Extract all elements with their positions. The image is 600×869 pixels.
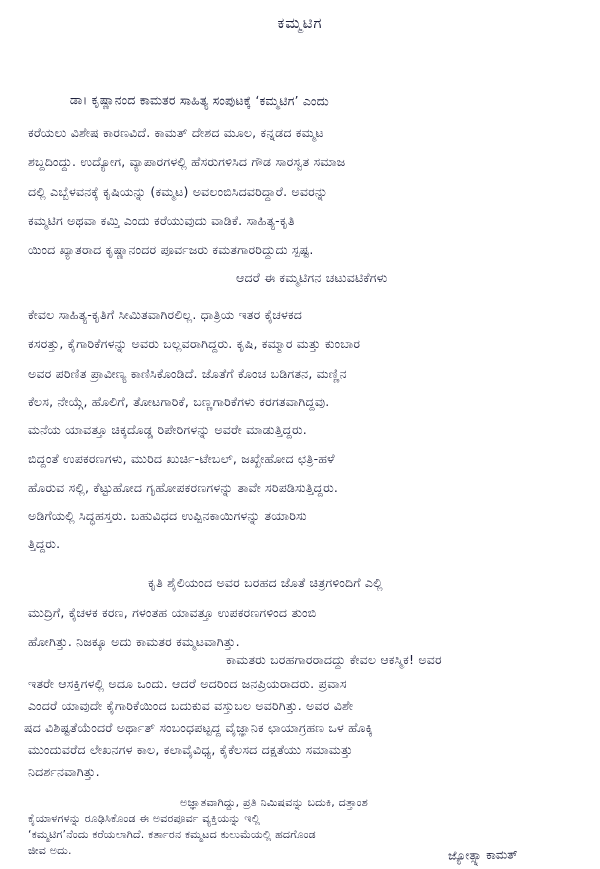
text-line: ಆದರೆ ಈ ಕಮ್ಮಟಿಗನ ಚಟುವಟಿಕೆಗಳು <box>236 270 388 285</box>
text-line: ತ್ತಿದ್ದರು. <box>28 536 61 551</box>
text-line: ಅಜ್ಞಾತವಾಗಿದ್ದು, ಪ್ರತಿ ನಿಮಿಷವನ್ನು ಬದುಕಿ, ದತ್ತಾಂಶ <box>180 796 368 809</box>
text-line: ಕೈಯಾಳಗಳನ್ನು ರೂಢಿಸಿಕೊಂಡ ಈ ಅವರಪೂರ್ವ ವ್ಯಕ್ತಿಯನ್ನು ಇಲ್ಲಿ <box>28 812 261 825</box>
text-line: ಅಡಿಗೆಯಲ್ಲಿ ಸಿದ್ಧಹಸ್ತರು. ಬಹುವಿಧದ ಉಪ್ಪಿನಕಾಯಿಗಳನ್ನು ತಯಾರಿಸು <box>28 508 307 523</box>
text-line: ‘ಕಮ್ಮಟಿಗ’ನೆಂದು ಕರೆಯಲಾಗಿದೆ. ಕರ್ತಾರನ ಕಮ್ಮಟದ ಕುಲುಮೆಯಲ್ಲಿ ಹದಗೊಂಡ <box>28 828 316 841</box>
text-line: ಅವರ ಪರಿಣಿತ ಪ್ರಾವೀಣ್ಯ ಕಾಣಿಸಿಕೊಂಡಿದೆ. ಜೊತೆಗೆ ಕೊಂಚ ಬಡಿಗತನ, ಮಣ್ಣಿನ <box>28 366 347 381</box>
text-line: ಕಸರತ್ತು, ಕೈಗಾರಿಕೆಗಳನ್ನು ಅವರು ಬಲ್ಲವರಾಗಿದ್ದರು. ಕೃಷಿ, ಕಮ್ಮಾರ ಮತ್ತು ಕುಂಬಾರ <box>28 336 361 351</box>
text-line: ಹೋಗಿತ್ತು. ನಿಜಕ್ಕೂ ಅದು ಕಾಮತರ ಕಮ್ಮಟವಾಗಿತ್ತು. <box>28 634 240 649</box>
text-line: ಕಾಮತರು ಬರಹಗಾರರಾದದ್ದು ಕೇವಲ ಆಕಸ್ಮಿಕ! ಅವರ <box>226 652 442 667</box>
text-line: ಕೃತಿ ಶೈಲಿಯಂದ ಅವರ ಬರಹದ ಜೊತೆ ಚಿತ್ರಗಳಿಂದಿಗೆ ಎಲ್ಲಿ <box>148 575 383 590</box>
text-line: ಕಮ್ಮಟಿಗ ಅಥವಾ ಕಮ್ತಿ ಎಂದು ಕರೆಯುವುದು ವಾಡಿಕೆ. ಸಾಹಿತ್ಯ-ಕೃತಿ <box>28 213 295 228</box>
text-line: ಕೆಲಸ, ನೇಯ್ಗೆ, ಹೊಲಿಗೆ, ತೋಟಗಾರಿಕೆ, ಬಣ್ಣಗಾರಿಕೆಗಳು ಕರಗತವಾಗಿದ್ದವು. <box>28 394 330 409</box>
text-line: ಷದ ವಿಶಿಷ್ಟತೆಯೆಂದರೆ ಅರ್ಥಾತ್ ಸಂಬಂಧಪಟ್ಟದ್ದ ವೈಜ್ಞಾನಿಕ ಛಾಯಾಗ್ರಹಣ ಒಳ ಹೊಕ್ಕಿ <box>24 720 373 735</box>
text-line: ಹೊರುವ ಸಲ್ಲಿ, ಕೆಟ್ಟುಹೋದ ಗೃಹೋಪಕರಣಗಳನ್ನು ತಾವೇ ಸರಿಪಡಿಸುತ್ತಿದ್ದರು. <box>28 480 339 495</box>
text-line: ನಿದರ್ಶನವಾಗಿತ್ತು. <box>28 764 100 779</box>
text-line: ಶಬ್ದದಿಂದ್ದು. ಉದ್ಯೋಗ, ವ್ಯಾಪಾರಗಳಲ್ಲಿ ಹೆಸರುಗಳಿಸಿದ ಗೌಡ ಸಾರಸ್ವತ ಸಮಾಜ <box>28 154 346 169</box>
text-line: ದಲ್ಲಿ ಎಬ್ಬೆಳವನಕ್ಕೆ ಕೃಷಿಯನ್ನು (ಕಮ್ಮಟ) ಅವಲಂಬಿಸಿದವರಿದ್ದಾರೆ. ಅವರನ್ನು <box>28 184 328 199</box>
text-line: ಮುಂದುವರೆದ ಲೇಖನಗಳ ಕಾಲ, ಕಲಾವೈವಿಧ್ಯ, ಕೈಕೆಲಸದ ದಕ್ಷತೆಯು ಸಮಾಮತ್ತು <box>28 742 353 757</box>
text-line: ಡಾ। ಕೃಷ್ಣಾನಂದ ಕಾಮತರ ಸಾಹಿತ್ಯ ಸಂಪುಟಕ್ಕೆ ‘ಕಮ್ಮಟಿಗ’ ಎಂದು <box>69 92 329 109</box>
text-line: ಕೇವಲ ಸಾಹಿತ್ಯ-ಕೃತಿಗೆ ಸೀಮಿತವಾಗಿರಲಿಲ್ಲ. ಧಾತ್ರಿಯ ಇತರ ಕೈಚಳಕದ <box>28 307 303 322</box>
page-title: ಕಮ್ಮಟಿಗ <box>277 14 323 32</box>
text-line: ಇತರೇ ಆಸಕ್ತಿಗಳಲ್ಲಿ ಅದೂ ಒಂದು. ಆದರೆ ಅದರಿಂದ ಜನಪ್ರಿಯರಾದರು. ಪ್ರವಾಸ <box>28 676 347 691</box>
text-line: ಮನೆಯ ಯಾವತ್ತೂ ಚಿಕ್ಕದೊಡ್ಡ ರಿಪೇರಿಗಳನ್ನು ಅವರೇ ಮಾಡುತ್ತಿದ್ದರು. <box>28 422 307 437</box>
signature: ಜ್ಯೋತ್ಸ್ನಾ ಕಾಮತ್ <box>447 847 518 863</box>
text-line: ಮುದ್ರಿಗೆ, ಕೈಚಳಕ ಕರಣ, ಗಳಂತಹ ಯಾವತ್ತೂ ಉಪಕರಣಗಳಿಂದ ತುಂಬಿ <box>28 605 317 620</box>
text-line: ಎಂದರೆ ಯಾವುದೇ ಕೈಗಾರಿಕೆಯಿಂದ ಬದುಕುವ ವಸ್ತುಬಲ ಅವರಿಗಿತ್ತು. ಅವರ ವಿಶೇ <box>28 698 354 713</box>
text-line: ಕರೆಯಲು ವಿಶೇಷ ಕಾರಣವಿದೆ. ಕಾಮತ್ ದೇಶದ ಮೂಲ, ಕನ್ನಡದ ಕಮ್ಮಟ <box>28 125 324 140</box>
text-line: ಬಿದ್ದಂತೆ ಉಪಕರಣಗಳು, ಮುರಿದ ಖುರ್ಚಿ-ಟೇಬಲ್, ಜಖ್ಖೇಹೋದ ಛತ್ರಿ-ಹಳೆ <box>28 451 335 466</box>
text-line: ಯಿಂದ ಖ್ಯಾತರಾದ ಕೃಷ್ಣಾನಂದರ ಪೂರ್ವಜರು ಕಮತಗಾರರಿದ್ದುದು ಸ್ಪಷ್ಟ. <box>28 242 314 257</box>
text-line: ಜೀವ ಅದು. <box>28 844 72 857</box>
